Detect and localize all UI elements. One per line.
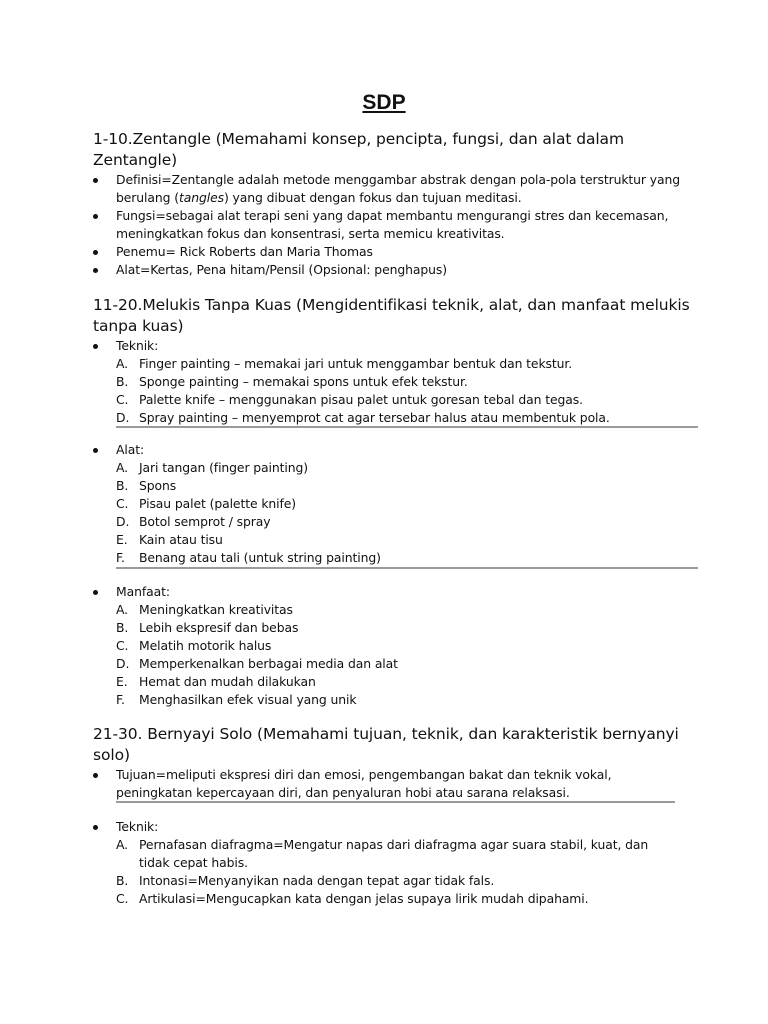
item-text: Finger painting – memakai jari untuk menggambar bentuk dan tekstur. <box>139 356 573 371</box>
item-text: Pernafasan diafragma=Mengatur napas dari diafragma agar suara stabil, kuat, dan tidak cepat habis. <box>139 837 649 870</box>
sublist-item <box>116 495 693 513</box>
item-text: Botol semprot / spray <box>139 514 271 529</box>
manfaat-label: Manfaat: <box>116 584 170 599</box>
item-text: Lebih ekspresif dan bebas <box>139 620 299 635</box>
sublist-item <box>116 691 693 709</box>
list-item <box>93 261 693 279</box>
sublist-item <box>116 872 663 890</box>
item-letter: F. <box>116 692 125 707</box>
sublist-item <box>116 890 663 908</box>
bullet-icon <box>93 590 98 595</box>
item-letter: B. <box>116 478 129 493</box>
alat-sublist <box>116 459 693 567</box>
definisi-post: ) yang dibuat dengan fokus dan tujuan meditasi. <box>223 190 522 205</box>
list-item <box>93 171 693 207</box>
horizontal-rule <box>116 801 675 803</box>
item-text: Intonasi=Menyanyikan nada dengan tepat agar tidak fals. <box>139 873 495 888</box>
definisi-pre: Definisi=Zentangle adalah metode menggambar abstrak dengan pola-pola terstruktur yang berulang ( <box>116 172 680 205</box>
zentangle-list <box>93 171 693 279</box>
item-letter: B. <box>116 620 129 635</box>
fungsi-text: Fungsi=sebagai alat terapi seni yang dapat membantu mengurangi stres dan kecemasan, meningkatkan fokus dan konsentrasi, serta memicu kreativitas. <box>116 208 669 241</box>
sublist-item <box>116 513 693 531</box>
bullet-icon <box>93 773 98 778</box>
sublist-item <box>116 549 693 567</box>
item-text: Memperkenalkan berbagai media dan alat <box>139 656 398 671</box>
item-letter: D. <box>116 514 130 529</box>
item-letter: C. <box>116 496 129 511</box>
bernyanyi-tujuan-list <box>93 766 653 802</box>
bullet-icon <box>93 448 98 453</box>
tujuan-text: Tujuan=meliputi ekspresi diri dan emosi, pengembangan bakat dan teknik vokal, peningkatan kepercayaan diri, dan penyaluran hobi atau sarana relaksasi. <box>116 767 612 800</box>
item-text: Palette knife – menggunakan pisau palet untuk goresan tebal dan tegas. <box>139 392 583 407</box>
alat-label: Alat: <box>116 442 145 457</box>
section-heading-melukis: 11-20.Melukis Tanpa Kuas (Mengidentifikasi teknik, alat, dan manfaat melukis tanpa kuas) <box>93 296 690 335</box>
section-heading-zentangle: 1-10.Zentangle (Memahami konsep, pencipta, fungsi, dan alat dalam Zentangle) <box>93 130 624 169</box>
item-letter: A. <box>116 460 128 475</box>
list-item <box>93 441 693 567</box>
sublist-item <box>116 355 693 373</box>
item-letter: C. <box>116 392 129 407</box>
melukis-alat-list <box>93 441 693 567</box>
list-item <box>93 337 693 427</box>
item-text: Spons <box>139 478 177 493</box>
sublist-item <box>116 673 693 691</box>
sublist-item <box>116 601 693 619</box>
sublist-item <box>116 619 693 637</box>
bernyanyi-teknik-list <box>93 818 663 908</box>
section-heading-bernyanyi: 21-30. Bernyayi Solo (Memahami tujuan, teknik, dan karakteristik bernyanyi solo) <box>93 725 679 764</box>
list-item <box>93 818 663 908</box>
item-letter: A. <box>116 602 128 617</box>
alat-text: Alat=Kertas, Pena hitam/Pensil (Opsional: penghapus) <box>116 262 447 277</box>
sublist-item <box>116 531 693 549</box>
sublist-item <box>116 637 693 655</box>
item-letter: C. <box>116 891 129 906</box>
penemu-text: Penemu= Rick Roberts dan Maria Thomas <box>116 244 373 259</box>
sublist-item <box>116 655 693 673</box>
item-text: Pisau palet (palette knife) <box>139 496 297 511</box>
melukis-manfaat-list <box>93 583 693 709</box>
list-item <box>93 207 693 243</box>
list-item <box>93 583 693 709</box>
item-text: Jari tangan (finger painting) <box>139 460 308 475</box>
sublist-item <box>116 409 693 427</box>
teknik-sublist <box>116 836 663 908</box>
manfaat-sublist <box>116 601 693 709</box>
item-text: Meningkatkan kreativitas <box>139 602 293 617</box>
item-text: Artikulasi=Mengucapkan kata dengan jelas supaya lirik mudah dipahami. <box>139 891 589 906</box>
bullet-icon <box>93 250 98 255</box>
document-title: SDP <box>362 91 406 114</box>
item-letter: B. <box>116 873 129 888</box>
bullet-icon <box>93 268 98 273</box>
item-letter: B. <box>116 374 129 389</box>
item-text: Sponge painting – memakai spons untuk efek tekstur. <box>139 374 468 389</box>
bullet-icon <box>93 178 98 183</box>
bullet-icon <box>93 825 98 830</box>
teknik-sublist <box>116 355 693 427</box>
item-text: Hemat dan mudah dilakukan <box>139 674 316 689</box>
teknik-label: Teknik: <box>116 338 159 353</box>
sublist-item <box>116 477 693 495</box>
horizontal-rule <box>116 567 698 569</box>
item-letter: D. <box>116 410 130 425</box>
sublist-item <box>116 373 693 391</box>
item-letter: A. <box>116 356 128 371</box>
item-text: Melatih motorik halus <box>139 638 272 653</box>
list-item <box>93 243 693 261</box>
list-item <box>93 766 653 802</box>
item-text: Kain atau tisu <box>139 532 223 547</box>
item-text: Menghasilkan efek visual yang unik <box>139 692 357 707</box>
item-text: Benang atau tali (untuk string painting) <box>139 550 381 565</box>
item-letter: E. <box>116 674 128 689</box>
bullet-icon <box>93 214 98 219</box>
sublist-item <box>116 391 693 409</box>
item-letter: C. <box>116 638 129 653</box>
item-letter: D. <box>116 656 130 671</box>
teknik-label: Teknik: <box>116 819 159 834</box>
item-text: Spray painting – menyemprot cat agar tersebar halus atau membentuk pola. <box>139 410 610 425</box>
sublist-item <box>116 459 693 477</box>
item-letter: A. <box>116 837 128 852</box>
melukis-teknik-list <box>93 337 693 427</box>
sublist-item <box>116 836 663 872</box>
horizontal-rule <box>116 426 698 428</box>
item-letter: F. <box>116 550 125 565</box>
definisi-term: tangles <box>178 190 224 205</box>
bullet-icon <box>93 344 98 349</box>
item-letter: E. <box>116 532 128 547</box>
